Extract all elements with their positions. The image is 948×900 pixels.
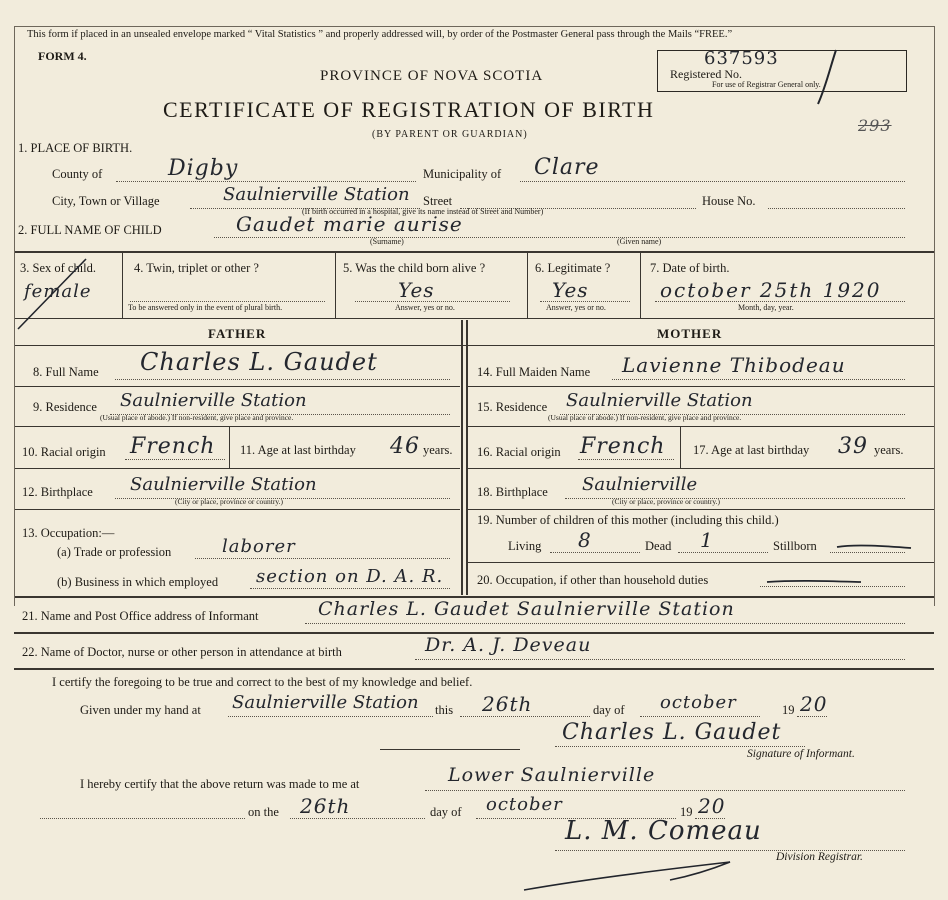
dead-value: 1 <box>700 528 714 552</box>
mother-racial-value: French <box>580 434 666 459</box>
mother-name-value: Lavienne Thibodeau <box>622 353 846 377</box>
registrar-year-prefix: 19 <box>680 805 693 819</box>
hospital-note: (If birth occurred in a hospital, give its name instead of Street and Number) <box>302 207 544 216</box>
registrar-place-line <box>425 790 905 791</box>
rule <box>468 426 934 427</box>
certificate-subtitle: (BY PARENT OR GUARDIAN) <box>372 129 528 140</box>
sex-box-stroke <box>12 255 128 335</box>
stillborn-label: Stillborn <box>773 539 817 553</box>
given-label: Given under my hand at <box>80 703 201 717</box>
city-label: City, Town or Village <box>52 194 160 208</box>
twin-label: 4. Twin, triplet or other ? <box>134 261 259 275</box>
dob-note: Month, day, year. <box>738 303 794 312</box>
doctor-value: Dr. A. J. Deveau <box>425 634 592 656</box>
father-residence-label: 9. Residence <box>33 400 97 414</box>
form-number: FORM 4. <box>38 49 87 63</box>
county-label: County of <box>52 167 103 181</box>
given-day-value: 26th <box>482 692 533 716</box>
rule <box>14 318 934 319</box>
stillborn-dash <box>835 540 915 554</box>
father-age-label: 11. Age at last birthday <box>240 443 356 457</box>
given-this-label: this <box>435 703 454 717</box>
father-years-label: years. <box>423 443 453 457</box>
rule <box>468 468 934 469</box>
mother-occupation-label: 20. Occupation, if other than household duties <box>477 573 709 587</box>
mother-racial-label: 16. Racial origin <box>477 445 561 459</box>
house-line <box>768 208 905 209</box>
father-name-line <box>115 379 450 380</box>
registrar-month-value: october <box>486 794 563 815</box>
mother-birthplace-note: (City or place, province or country.) <box>612 497 721 506</box>
legitimate-note: Answer, yes or no. <box>546 303 606 312</box>
registrar-signature: L. M. Comeau <box>565 816 762 846</box>
rule <box>14 668 934 670</box>
child-name-label: 2. FULL NAME OF CHILD <box>18 223 162 237</box>
living-label: Living <box>508 539 542 553</box>
division-registrar-label: Division Registrar. <box>776 851 863 863</box>
informant-value: Charles L. Gaudet Saulnierville Station <box>318 598 735 620</box>
mother-racial-line <box>578 459 674 460</box>
father-trade-line <box>195 558 450 559</box>
mother-residence-label: 15. Residence <box>477 400 548 414</box>
father-birthplace-note: (City or place, province or country.) <box>175 497 284 506</box>
mother-name-line <box>612 379 905 380</box>
rule <box>40 818 245 819</box>
rule <box>14 345 934 346</box>
informant-line <box>305 623 905 624</box>
center-divider <box>461 320 463 595</box>
county-value: Digby <box>168 156 239 181</box>
mother-years-label: years. <box>874 443 904 457</box>
certificate-title: CERTIFICATE OF REGISTRATION OF BIRTH <box>163 97 655 122</box>
signature-flourish <box>520 850 750 900</box>
given-year-value: 20 <box>800 692 828 716</box>
alive-label: 5. Was the child born alive ? <box>343 261 486 275</box>
top-border <box>14 26 934 27</box>
father-age-value: 46 <box>390 434 420 459</box>
father-trade-value: laborer <box>222 536 296 557</box>
rule <box>14 386 460 387</box>
dob-label: 7. Date of birth. <box>650 261 730 275</box>
mother-age-value: 39 <box>838 434 868 459</box>
given-day-of-label: day of <box>593 703 625 717</box>
right-border <box>934 26 935 606</box>
mother-occupation-dash <box>765 574 865 588</box>
street-label: Street <box>423 194 453 208</box>
child-name-line <box>214 237 905 238</box>
alive-value: Yes <box>398 278 435 302</box>
twin-line <box>130 301 325 302</box>
doctor-line <box>415 659 905 660</box>
father-residence-value: Saulnierville Station <box>120 390 307 411</box>
legitimate-label: 6. Legitimate ? <box>535 261 611 275</box>
divider <box>527 253 528 318</box>
divider <box>640 253 641 318</box>
center-divider <box>466 320 468 595</box>
rule <box>14 426 460 427</box>
father-name-value: Charles L. Gaudet <box>140 348 378 376</box>
father-residence-note: (Usual place of abode.) If non-resident, give place and province. <box>100 413 294 422</box>
mother-residence-value: Saulnierville Station <box>566 390 753 411</box>
mother-children-label: 19. Number of children of this mother (including this child.) <box>477 513 779 527</box>
county-line <box>116 181 416 182</box>
legitimate-value: Yes <box>552 278 589 302</box>
twin-note: To be answered only in the event of plural birth. <box>128 303 283 312</box>
signature-line <box>555 746 805 747</box>
rule <box>14 468 460 469</box>
dead-line <box>678 552 768 553</box>
sex-value: female <box>24 281 92 302</box>
father-birthplace-value: Saulnierville Station <box>130 474 317 495</box>
father-occupation-label: 13. Occupation:— <box>22 526 115 540</box>
given-name-note: (Given name) <box>617 237 662 246</box>
father-birthplace-label: 12. Birthplace <box>22 485 93 499</box>
living-value: 8 <box>578 528 592 552</box>
child-name-value: Gaudet marie aurise <box>236 212 463 236</box>
mother-birthplace-value: Saulnierville <box>582 474 698 495</box>
rule <box>14 251 934 253</box>
place-of-birth-heading: 1. PLACE OF BIRTH. <box>18 141 133 155</box>
rule <box>468 562 934 563</box>
given-place-value: Saulnierville Station <box>232 692 419 713</box>
registered-label: Registered No. <box>670 67 742 81</box>
father-racial-value: French <box>130 434 216 459</box>
registrar-day-of-label: day of <box>430 805 462 819</box>
pen-stroke <box>800 48 840 108</box>
house-label: House No. <box>702 194 756 208</box>
corner-mark: 293 <box>858 116 892 135</box>
divider <box>229 426 230 468</box>
mother-birthplace-label: 18. Birthplace <box>477 485 548 499</box>
father-business-value: section on D. A. R. <box>256 566 444 587</box>
municipality-value: Clare <box>534 155 600 180</box>
given-year-prefix: 19 <box>782 703 795 717</box>
father-trade-label: (a) Trade or profession <box>57 545 172 559</box>
given-day-line <box>460 716 590 717</box>
registrar-on-label: on the <box>248 805 279 819</box>
registrar-general-note: For use of Registrar General only. <box>712 80 821 89</box>
signature-label: Signature of Informant. <box>747 748 855 760</box>
alive-note: Answer, yes or no. <box>395 303 455 312</box>
father-business-label: (b) Business in which employed <box>57 575 219 589</box>
father-heading: FATHER <box>208 326 267 341</box>
municipality-label: Municipality of <box>423 167 502 181</box>
informant-signature: Charles L. Gaudet <box>562 720 782 745</box>
registrar-statement: I hereby certify that the above return was made to me at <box>80 777 360 791</box>
given-place-line <box>228 716 433 717</box>
mother-heading: MOTHER <box>657 326 723 341</box>
certify-statement: I certify the foregoing to be true and correct to the best of my knowledge and belief. <box>52 675 473 689</box>
mother-residence-note: (Usual place of abode.) If non-resident, give place and province. <box>548 413 742 422</box>
given-year-line <box>797 716 827 717</box>
postal-notice: This form if placed in an unsealed envelope marked “ Vital Statistics ” and properly addressed will, by order of the Postmaster General pass through the Mails “FREE.” <box>27 29 733 40</box>
rule <box>468 509 934 510</box>
given-month-value: october <box>660 692 737 713</box>
province-heading: PROVINCE OF NOVA SCOTIA <box>320 68 544 84</box>
informant-label: 21. Name and Post Office address of Informant <box>22 609 259 623</box>
father-business-line <box>250 588 450 589</box>
rule <box>468 386 934 387</box>
father-racial-label: 10. Racial origin <box>22 445 106 459</box>
registrar-day-value: 26th <box>300 794 351 818</box>
doctor-label: 22. Name of Doctor, nurse or other person in attendance at birth <box>22 645 342 659</box>
divider <box>680 426 681 468</box>
registrar-year-value: 20 <box>698 794 726 818</box>
mother-name-label: 14. Full Maiden Name <box>477 365 591 379</box>
surname-note: (Surname) <box>370 237 404 246</box>
sex-label: 3. Sex of child. <box>20 261 97 275</box>
father-racial-line <box>125 459 225 460</box>
city-value: Saulnierville Station <box>223 184 410 205</box>
dob-value: october 25th 1920 <box>660 278 882 302</box>
rule <box>380 749 520 750</box>
dead-label: Dead <box>645 539 672 553</box>
registered-number: 637593 <box>704 48 779 69</box>
mother-age-label: 17. Age at last birthday <box>693 443 810 457</box>
living-line <box>550 552 640 553</box>
father-name-label: 8. Full Name <box>33 365 99 379</box>
rule <box>14 509 460 510</box>
registrar-day-line <box>290 818 425 819</box>
divider <box>335 253 336 318</box>
given-month-line <box>640 716 760 717</box>
municipality-line <box>520 181 905 182</box>
registrar-place-value: Lower Saulnierville <box>448 764 656 786</box>
